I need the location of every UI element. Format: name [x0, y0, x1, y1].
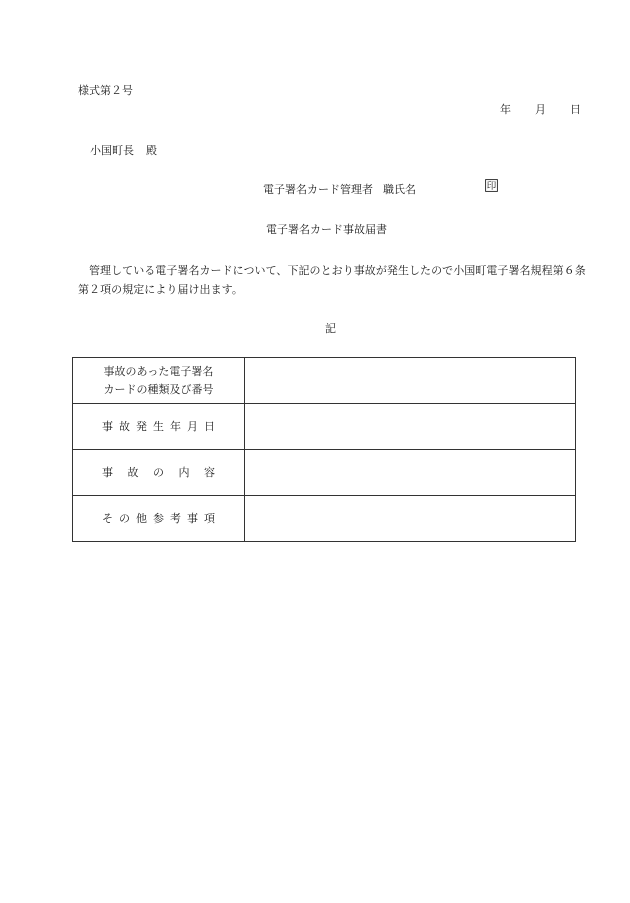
row-label-text: 事故発生年月日 [102, 419, 221, 433]
seal-text: 印 [486, 181, 497, 192]
addressee-name: 小国町長 [90, 144, 134, 157]
row-label-line2: カードの種類及び番号 [103, 382, 214, 396]
date-line [500, 101, 581, 117]
addressee [90, 142, 157, 158]
document-title: 電子署名カード事故届書 [266, 223, 387, 236]
row-label-text: その他参考事項 [102, 511, 221, 525]
ki-heading: 記 [325, 322, 336, 335]
table-row [73, 358, 576, 404]
manager-label: 電子署名カード管理者 [263, 183, 373, 196]
date-day-label: 日 [570, 103, 581, 116]
addressee-honorific: 殿 [146, 144, 157, 157]
row-label-line1: 事故のあった電子署名 [103, 364, 214, 378]
record-table [72, 357, 576, 542]
row-label-card-type [73, 358, 245, 404]
seal-mark [485, 179, 498, 195]
date-year-label: 年 [500, 103, 511, 116]
row-value-card-type[interactable] [245, 358, 576, 404]
body-text: 管理している電子署名カードについて、下記のとおり事故が発生したので小国町電子署名規程第６条第２項の規定により届け出ます。 [78, 264, 586, 296]
table-row [73, 496, 576, 542]
manager-position-name-label: 職氏名 [383, 183, 416, 196]
row-label-accident-details [73, 450, 245, 496]
table-row [73, 450, 576, 496]
row-value-accident-date[interactable] [245, 404, 576, 450]
form-number: 様式第２号 [78, 84, 133, 97]
row-value-other-notes[interactable] [245, 496, 576, 542]
row-label-text: 事故の内容 [102, 465, 230, 479]
row-label-other-notes [73, 496, 245, 542]
manager-line [263, 181, 416, 197]
row-label-accident-date [73, 404, 245, 450]
seal-icon [485, 179, 498, 192]
date-month-label: 月 [535, 103, 546, 116]
row-value-accident-details[interactable] [245, 450, 576, 496]
table-row [73, 404, 576, 450]
